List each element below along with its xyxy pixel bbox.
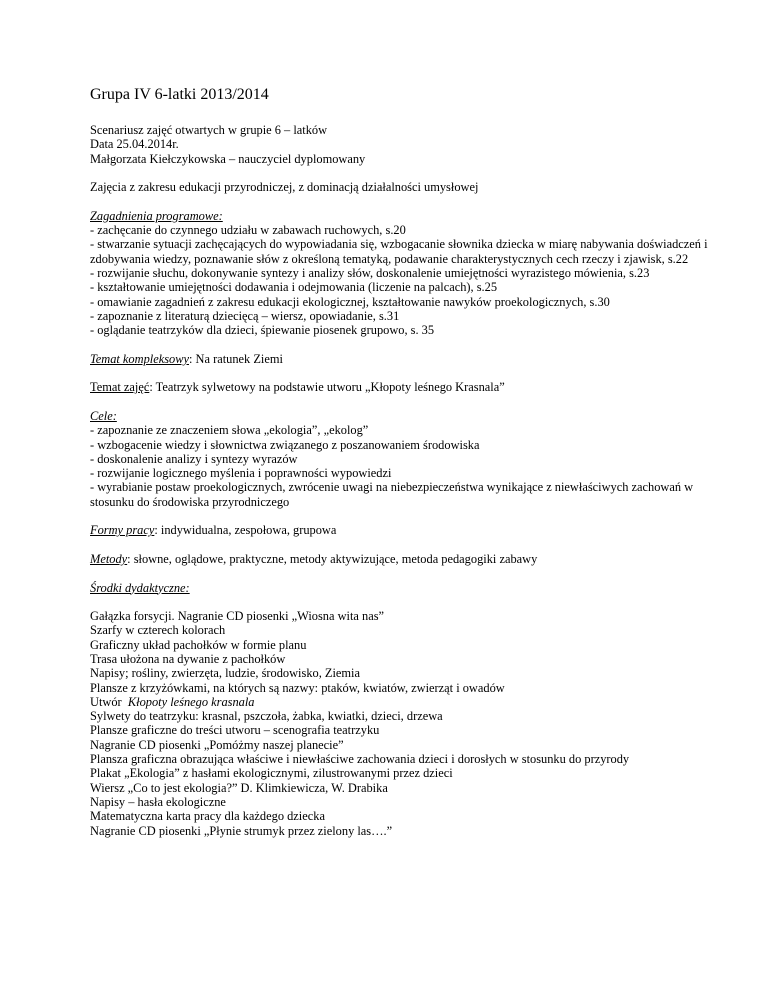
teaching-aid-item: Napisy – hasła ekologiczne: [90, 794, 226, 809]
teaching-aid-item: Plansze graficzne do treści utworu – scenografia teatrzyku: [90, 723, 380, 738]
program-issue-item: - zapoznanie z literaturą dziecięcą – wiersz, opowiadanie, s.31: [90, 308, 400, 323]
teaching-aid-item: Szarfy w czterech kolorach: [90, 623, 226, 638]
program-issue-item: - zachęcanie do czynnego udziału w zabawach ruchowych, s.20: [90, 223, 406, 238]
teaching-aid-item: Matematyczna karta pracy dla każdego dziecka: [90, 809, 325, 824]
work-forms-line: [90, 523, 730, 537]
goal-item: - doskonalenie analizy i syntezy wyrazów: [90, 451, 298, 466]
story-title: Kłopoty leśnego krasnala: [127, 694, 255, 709]
story-prefix: Utwór: [90, 694, 128, 709]
teaching-aid-item: Sylwety do teatrzyku: krasnal, pszczoła, żabka, kwiatki, dzieci, drzewa: [90, 709, 443, 724]
date-line: Data 25.04.2014r.: [90, 137, 179, 152]
methods-value: : słowne, oglądowe, praktyczne, metody aktywizujące, metoda pedagogiki zabawy: [127, 551, 538, 566]
methods-label: Metody: [90, 551, 128, 566]
teaching-aid-story-line: [90, 695, 730, 709]
class-topic-value: : Teatrzyk sylwetowy na podstawie utworu „Kłopoty leśnego Krasnala”: [149, 380, 505, 395]
teaching-aid-item: Nagranie CD piosenki „Pomóżmy naszej planecie”: [90, 737, 344, 752]
complex-topic-label: Temat kompleksowy: [90, 351, 189, 366]
teaching-aids-heading: Środki dydaktyczne:: [90, 580, 190, 595]
program-issue-item: - stwarzanie sytuacji zachęcających do wypowiadania się, wzbogacanie słownika dziecka w miarę nabywania doświadczeń i zdobywania wiedzy, poznawanie słów z określoną tematyką, podawanie charakterystycznych cech rzeczy i zjawisk, s.22: [90, 237, 708, 266]
work-forms-value: : indywidualna, zespołowa, grupowa: [154, 523, 337, 538]
program-issue-item: - oglądanie teatrzyków dla dzieci, śpiewanie piosenek grupowo, s. 35: [90, 323, 435, 338]
teaching-aid-item: Graficzny układ pachołków w formie planu: [90, 637, 307, 652]
program-issue-item: - kształtowanie umiejętności dodawania i odejmowania (liczenie na palcach), s.25: [90, 280, 498, 295]
goals-heading: Cele:: [90, 408, 117, 423]
document-body: [90, 123, 730, 838]
program-issues-heading: Zagadnienia programowe:: [90, 208, 223, 223]
teaching-aid-item: Trasa ułożona na dywanie z pachołków: [90, 651, 286, 666]
goal-item: - rozwijanie logicznego myślenia i poprawności wypowiedzi: [90, 466, 392, 481]
document-title: Grupa IV 6-latki 2013/2014: [90, 86, 269, 103]
teaching-aid-item: Wiersz „Co to jest ekologia?” D. Klimkiewicza, W. Drabika: [90, 780, 388, 795]
teaching-aid-item: Plansza graficzna obrazująca właściwe i niewłaściwe zachowania dzieci i dorosłych w stosunku do przyrody: [90, 752, 630, 767]
teaching-aid-item: Gałązka forsycji. Nagranie CD piosenki „Wiosna wita nas”: [90, 609, 385, 624]
goal-item: - wzbogacenie wiedzy i słownictwa związanego z poszanowaniem środowiska: [90, 437, 480, 452]
teaching-aid-item: Nagranie CD piosenki „Płynie strumyk przez zielony las….”: [90, 823, 393, 838]
teaching-aid-item: Napisy; rośliny, zwierzęta, ludzie, środowisko, Ziemia: [90, 666, 360, 681]
author-line: Małgorzata Kiełczykowska – nauczyciel dyplomowany: [90, 151, 366, 166]
program-issue-item: - rozwijanie słuchu, dokonywanie syntezy i analizy słów, doskonalenie umiejętności wyrazistego mówienia, s.23: [90, 265, 650, 280]
methods-line: [90, 552, 730, 566]
complex-topic-line: [90, 352, 730, 366]
goal-item: - zapoznanie ze znaczeniem słowa „ekologia”, „ekolog”: [90, 423, 369, 438]
class-topic-label: Temat zajęć: [90, 380, 150, 395]
document-page: [90, 85, 730, 838]
complex-topic-value: : Na ratunek Ziemi: [189, 351, 283, 366]
work-forms-label: Formy pracy: [90, 523, 155, 538]
program-issue-item: - omawianie zagadnień z zakresu edukacji ekologicznej, kształtowanie nawyków proekologicznych, s.30: [90, 294, 610, 309]
class-topic-line: [90, 380, 730, 394]
teaching-aid-item: Plansze z krzyżówkami, na których są nazwy: ptaków, kwiatów, zwierząt i owadów: [90, 680, 505, 695]
teaching-aid-item: Plakat „Ekologia” z hasłami ekologicznymi, zilustrowanymi przez dzieci: [90, 766, 453, 781]
scenario-line: Scenariusz zajęć otwartych w grupie 6 – latków: [90, 123, 328, 137]
classes-scope-line: Zajęcia z zakresu edukacji przyrodniczej, z dominacją działalności umysłowej: [90, 180, 479, 195]
goal-item: - wyrabianie postaw proekologicznych, zwrócenie uwagi na niebezpieczeństwa wynikające z niewłaściwych zachowań w stosunku do środowiska przyrodniczego: [90, 480, 694, 509]
